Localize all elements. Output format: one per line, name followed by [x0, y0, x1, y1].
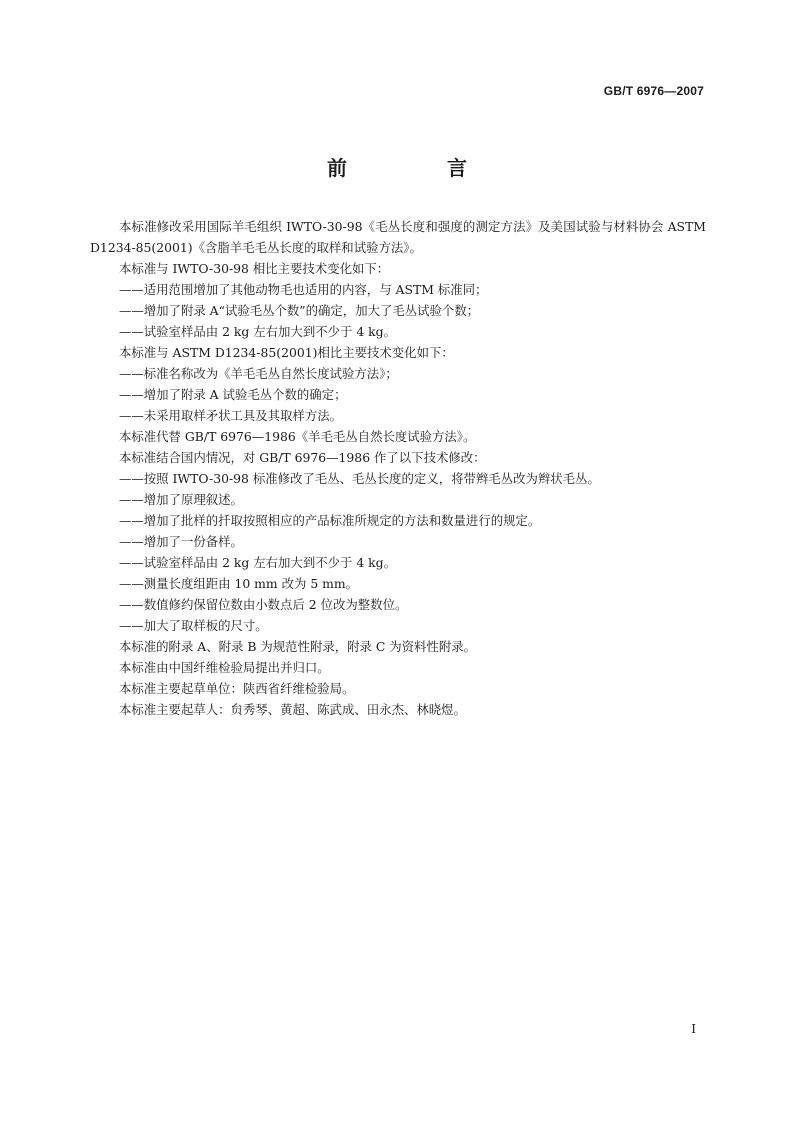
- list-item: ——增加了附录 A 试验毛丛个数的确定；: [119, 387, 347, 402]
- paragraph: 本标准与 ASTM D1234-85(2001)相比主要技术变化如下：: [119, 345, 454, 360]
- list-item: ——未采用取样矛状工具及其取样方法。: [119, 408, 343, 423]
- list-item: ——标准名称改为《羊毛毛丛自然长度试验方法》；: [119, 366, 398, 381]
- foreword-body: [90, 216, 706, 720]
- list-item: ——适用范围增加了其他动物毛也适用的内容，与 ASTM 标准同；: [119, 282, 488, 297]
- paragraph: 本标准主要起草单位：陕西省纤维检验局。: [119, 681, 355, 696]
- paragraph: 本标准与 IWTO-30-98 相比主要技术变化如下：: [119, 261, 390, 276]
- paragraph: 本标准结合国内情况，对 GB/T 6976—1986 作了以下技术修改：: [119, 450, 486, 465]
- paragraph: 本标准代替 GB/T 6976—1986《羊毛毛丛自然长度试验方法》。: [119, 429, 476, 444]
- list-item: ——增加了附录 A“试验毛丛个数”的确定，加大了毛丛试验个数；: [119, 303, 480, 318]
- list-item: ——加大了取样板的尺寸。: [119, 618, 268, 633]
- standard-code: GB/T 6976—2007: [603, 84, 704, 98]
- list-item: ——按照 IWTO-30-98 标准修改了毛丛、毛丛长度的定义，将带辫毛丛改为辫状毛丛。: [119, 471, 600, 486]
- paragraph: 本标准由中国纤维检验局提出并归口。: [119, 660, 330, 675]
- list-item: ——增加了原理叙述。: [119, 492, 243, 507]
- list-item: ——增加了一份备样。: [119, 534, 243, 549]
- list-item: ——增加了批样的扦取按照相应的产品标准所规定的方法和数量进行的规定。: [119, 513, 541, 528]
- paragraph: 本标准的附录 A、附录 B 为规范性附录，附录 C 为资料性附录。: [119, 639, 476, 654]
- list-item: ——测量长度组距由 10 mm 改为 5 mm。: [119, 576, 359, 591]
- list-item: ——试验室样品由 2 kg 左右加大到不少于 4 kg。: [119, 555, 396, 570]
- paragraph: 本标准修改采用国际羊毛组织 IWTO-30-98《毛丛长度和强度的测定方法》及美国试验与材料协会 ASTM D1234-85(2001)《含脂羊毛毛丛长度的取样和试验方法》。: [90, 219, 706, 255]
- list-item: ——试验室样品由 2 kg 左右加大到不少于 4 kg。: [119, 324, 396, 339]
- page-title: 前 言: [327, 156, 507, 180]
- page-number: I: [691, 1022, 696, 1036]
- paragraph: 本标准主要起草人：贠秀琴、黄超、陈武成、田永杰、林晓煜。: [119, 702, 466, 717]
- list-item: ——数值修约保留位数由小数点后 2 位改为整数位。: [119, 597, 408, 612]
